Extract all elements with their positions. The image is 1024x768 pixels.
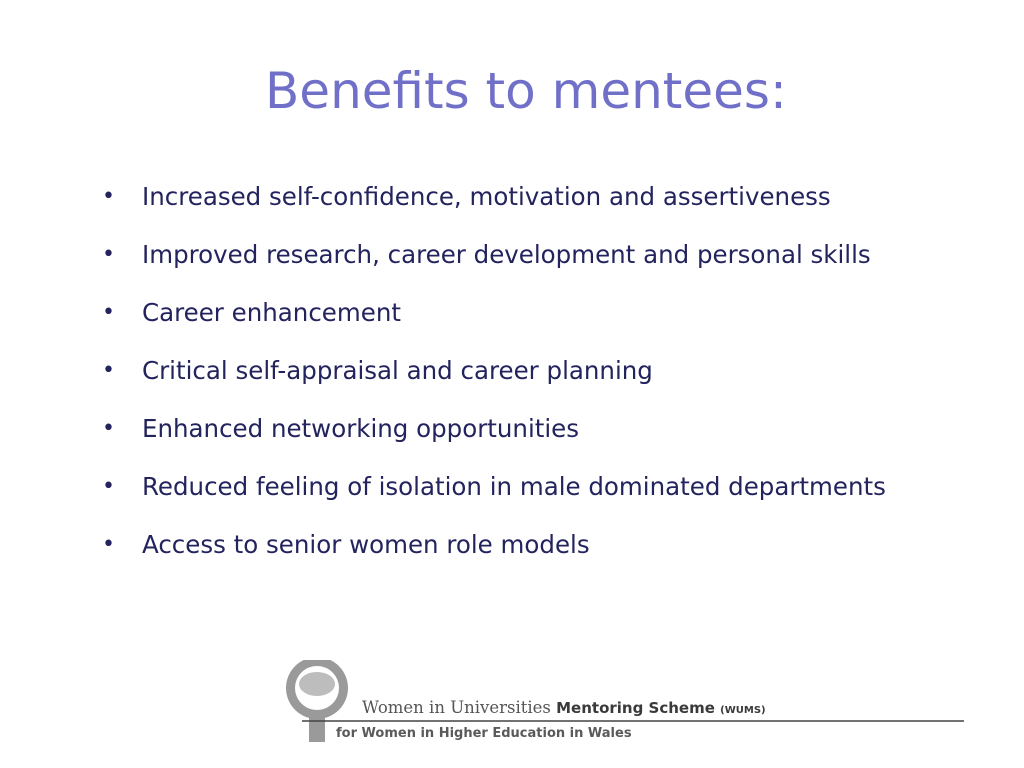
logo-subtitle: for Women in Higher Education in Wales (336, 726, 632, 741)
list-item (102, 403, 962, 454)
bullet-icon: • (102, 416, 115, 441)
list-item (102, 345, 962, 396)
bullet-icon: • (102, 300, 115, 325)
list-item-text: Reduced feeling of isolation in male dominated departments (142, 472, 886, 501)
list-item (102, 229, 962, 280)
logo-title-part2: Mentoring Scheme (556, 699, 715, 717)
bullet-icon: • (102, 532, 115, 557)
slide-title: Benefits to mentees: (265, 62, 787, 120)
list-item-text: Access to senior women role models (142, 530, 590, 559)
logo-title (362, 698, 766, 717)
list-item (102, 171, 962, 222)
list-item-text: Career enhancement (142, 298, 401, 327)
list-item-text: Enhanced networking opportunities (142, 414, 580, 443)
bullet-icon: • (102, 358, 115, 383)
bullet-icon: • (102, 184, 115, 209)
bullet-icon: • (102, 474, 115, 499)
list-item-text: Increased self-confidence, motivation and assertiveness (142, 182, 831, 211)
list-item (102, 461, 962, 512)
bullet-icon: • (102, 242, 115, 267)
list-item-text: Critical self-appraisal and career planning (142, 356, 653, 385)
list-item (102, 287, 962, 338)
list-item (102, 519, 962, 570)
list-item-text: Improved research, career development and personal skills (142, 240, 871, 269)
logo-title-part3: (WUMS) (720, 705, 766, 716)
logo-title-part1: Women in Universities (362, 698, 551, 717)
benefits-list (102, 171, 962, 577)
